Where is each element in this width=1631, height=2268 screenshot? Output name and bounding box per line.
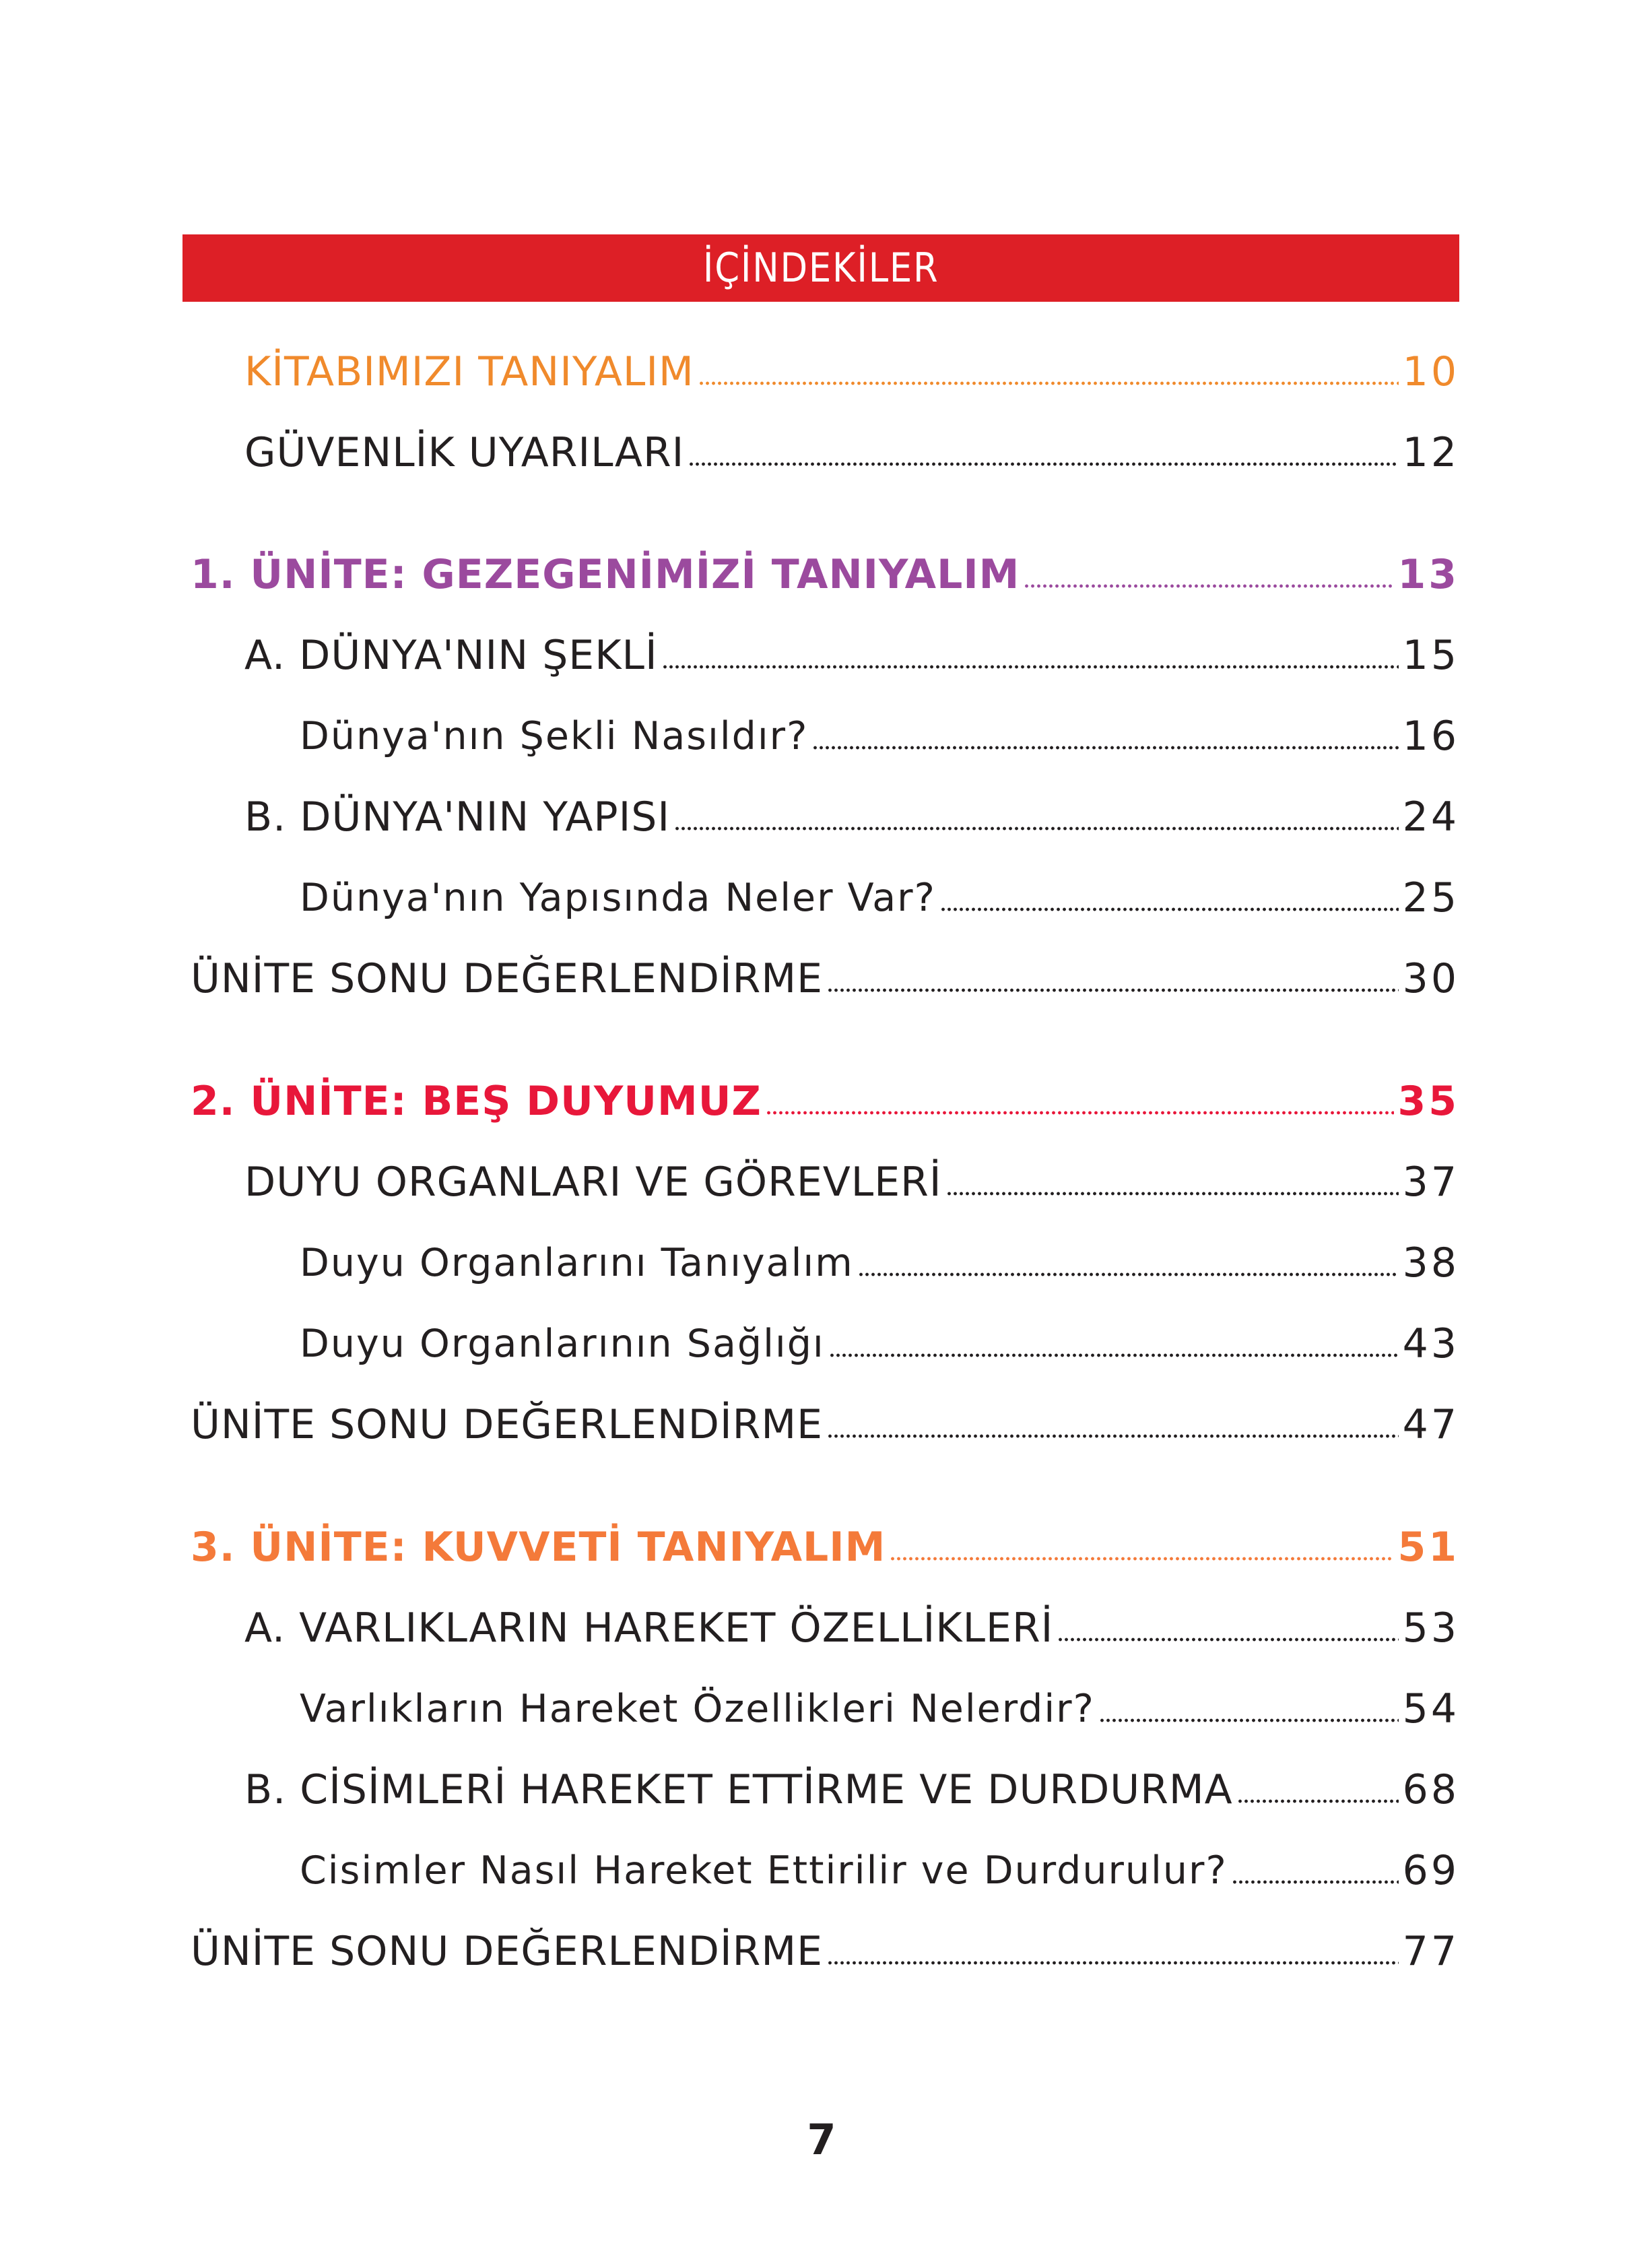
toc-entry-label: Varlıkların Hareket Özellikleri Nelerdir? [300,1687,1095,1731]
toc-entry[interactable] [300,709,1459,763]
page-title: İÇİNDEKİLER [702,245,939,292]
toc-entry-label: ÜNİTE SONU DEĞERLENDİRME [191,1401,823,1448]
toc-entry-page-number: 12 [1402,429,1459,476]
dot-leader [1099,1718,1399,1722]
toc-entry[interactable] [244,628,1459,682]
toc-entry[interactable] [191,952,1459,1006]
dot-leader [829,1353,1399,1357]
toc-entry-label: A. DÜNYA'NIN ŞEKLİ [244,632,658,679]
toc-entry-label: ÜNİTE SONU DEĞERLENDİRME [191,955,823,1002]
toc-entry[interactable] [244,426,1459,480]
toc-entry-label: Dünya'nın Şekli Nasıldır? [300,714,809,758]
toc-entry[interactable] [300,1317,1459,1371]
toc-entry[interactable] [191,1398,1459,1452]
toc-entry-page-number: 47 [1402,1401,1459,1448]
toc-entry[interactable] [300,1844,1459,1898]
dot-leader [1057,1638,1398,1642]
toc-entry[interactable] [244,1763,1459,1817]
toc-entry-label: 2. ÜNİTE: BEŞ DUYUMUZ [191,1078,762,1125]
toc-entry[interactable] [244,1601,1459,1655]
toc-entry-page-number: 25 [1402,874,1459,921]
dot-leader [1237,1799,1399,1803]
toc-entry[interactable] [191,548,1459,602]
page-number: 7 [807,2115,836,2164]
toc-entry-label: 1. ÜNİTE: GEZEGENİMİZİ TANIYALIM [191,551,1020,598]
toc-entry[interactable] [191,1074,1459,1128]
toc-entry-page-number: 35 [1397,1078,1459,1125]
dot-leader [940,907,1399,911]
toc-entry-label: 3. ÜNİTE: KUVVETİ TANIYALIM [191,1524,886,1571]
toc-entry[interactable] [244,1155,1459,1209]
toc-entry-label: Duyu Organlarının Sağlığı [300,1322,825,1366]
dot-leader [766,1111,1394,1115]
dot-leader [858,1272,1399,1276]
dot-leader [698,381,1399,385]
dot-leader [827,1961,1399,1965]
toc-entry-label: Cisimler Nasıl Hareket Ettirilir ve Durdurulur? [300,1848,1228,1893]
toc-entry-page-number: 53 [1402,1605,1459,1652]
dot-leader [674,827,1399,831]
toc-entry-label: A. VARLIKLARIN HAREKET ÖZELLİKLERİ [244,1605,1054,1652]
dot-leader [1232,1880,1399,1884]
toc-entry-page-number: 69 [1402,1847,1459,1894]
toc-entry-label: ÜNİTE SONU DEĞERLENDİRME [191,1928,823,1975]
toc-entry[interactable] [244,345,1459,399]
dot-leader [890,1557,1393,1561]
dot-leader [662,665,1399,669]
toc-entry[interactable] [191,1520,1459,1574]
toc-entry-page-number: 68 [1402,1766,1459,1813]
dot-leader [688,462,1398,466]
toc-entry-page-number: 13 [1397,551,1459,598]
toc-entry-page-number: 43 [1402,1320,1459,1367]
dot-leader [946,1192,1399,1196]
toc-entry[interactable] [300,1236,1459,1290]
toc-entry-label: GÜVENLİK UYARILARI [244,429,685,476]
toc-entry-page-number: 16 [1402,713,1459,760]
toc-entry-page-number: 10 [1402,348,1459,395]
toc-entry-page-number: 38 [1402,1239,1459,1287]
toc-entry-label: DUYU ORGANLARI VE GÖREVLERİ [244,1159,942,1206]
toc-entry[interactable] [191,1924,1459,1978]
toc-entry[interactable] [300,871,1459,925]
toc-entry-label: Duyu Organlarını Tanıyalım [300,1241,854,1285]
toc-entry-label: Dünya'nın Yapısında Neler Var? [300,876,936,920]
dot-leader [812,746,1398,750]
toc-entry-page-number: 77 [1402,1928,1459,1975]
toc-entry-page-number: 37 [1402,1159,1459,1206]
dot-leader [827,1434,1399,1438]
toc-header-bar [182,234,1459,302]
toc-entry-page-number: 51 [1397,1524,1459,1571]
dot-leader [827,988,1399,992]
toc-entry-page-number: 30 [1402,955,1459,1002]
toc-entry[interactable] [300,1682,1459,1736]
toc-entry-page-number: 54 [1402,1685,1459,1732]
toc-entry-page-number: 15 [1402,632,1459,679]
toc-entry-label: KİTABIMIZI TANIYALIM [244,348,694,395]
toc-entry[interactable] [244,790,1459,844]
dot-leader [1024,584,1393,588]
toc-entry-page-number: 24 [1402,793,1459,841]
toc-entry-label: B. DÜNYA'NIN YAPISI [244,793,671,841]
toc-entry-label: B. CİSİMLERİ HAREKET ETTİRME VE DURDURMA [244,1766,1233,1813]
